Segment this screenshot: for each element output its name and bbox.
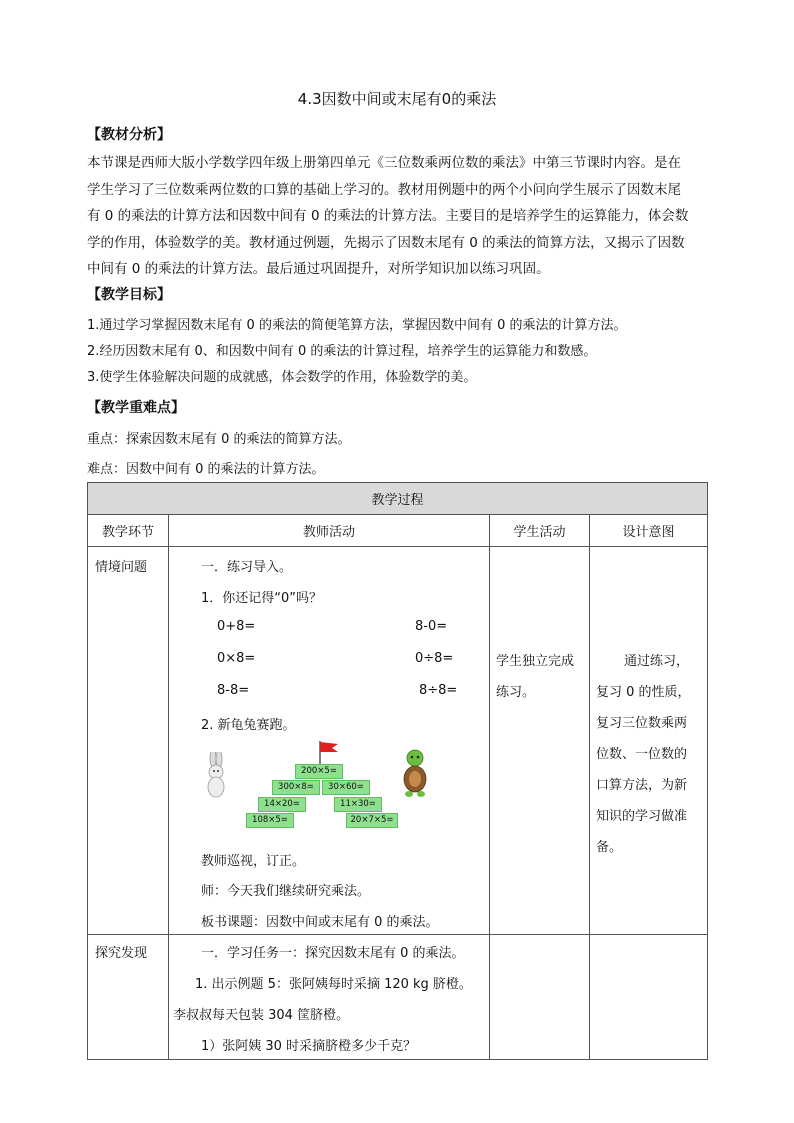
equation: 8÷8= (419, 683, 458, 698)
race-expression: 200×5= (295, 764, 343, 779)
analysis-paragraph (87, 150, 707, 283)
key-points-heading: 【教学重难点】 (87, 400, 185, 416)
goal-item: 1.通过学习掌握因数末尾有 0 的乘法的简便笔算方法，掌握因数中间有 0 的乘法的计算方法。 (87, 318, 627, 333)
design-intent-cell (590, 935, 708, 1060)
analysis-heading: 【教材分析】 (87, 127, 171, 143)
header-teacher: 教师活动 (169, 515, 490, 547)
key-point: 重点：探索因数末尾有 0 的乘法的简算方法。 (87, 432, 351, 447)
teacher-activity-cell (169, 935, 490, 1060)
student-activity-cell (490, 547, 590, 935)
intent-text: 位数、一位数的 (596, 747, 688, 762)
activity-text: 一．练习导入。 (201, 560, 293, 575)
analysis-line: 学生学习了三位数乘两位数的口算的基础上学习的。教材用例题中的两个小问向学生展示了因数末尾 (87, 181, 681, 198)
equation: 8-0= (415, 619, 448, 634)
intent-text: 备。 (596, 840, 623, 855)
intent-text: 知识的学习做准 (596, 809, 688, 824)
intent-text: 通过练习， (624, 654, 690, 669)
activity-text: 1. 出示例题 5：张阿姨每时采摘 120 kg 脐橙。 (195, 977, 472, 992)
analysis-line: 有 0 的乘法的计算方法和因数中间有 0 的乘法的计算方法。主要目的是培养学生的运算能力，体会数 (87, 208, 689, 224)
equation: 0+8= (217, 619, 256, 634)
teacher-activity-cell (169, 547, 490, 935)
race-expression: 20×7×5= (346, 813, 398, 828)
race-expression: 30×60= (322, 780, 370, 795)
race-expression: 300×8= (272, 780, 320, 795)
activity-text: 教师巡视，订正。 (201, 854, 306, 869)
intent-text: 复习三位数乘两 (596, 716, 688, 731)
intent-text: 口算方法，为新 (596, 778, 688, 793)
activity-text: 板书课题：因数中间或末尾有 0 的乘法。 (201, 915, 439, 930)
analysis-line: 学的作用，体验数学的美。教材通过例题，先揭示了因数末尾有 0 的乘法的简算方法，又揭示了因数 (87, 234, 685, 251)
analysis-line: 本节课是西师大版小学数学四年级上册第四单元《三位数乘两位数的乘法》中第三节课时内容。是在 (87, 155, 681, 171)
equation: 8-8= (217, 683, 250, 698)
goals-heading: 【教学目标】 (87, 287, 171, 303)
intent-text: 复习 0 的性质， (596, 685, 691, 700)
header-intent: 设计意图 (590, 515, 708, 547)
rabbit-icon (201, 752, 231, 802)
race-expression: 108×5= (246, 813, 294, 828)
document-title: 4.3因数中间或末尾有0的乘法 (297, 90, 497, 108)
activity-text: 1）张阿姨 30 时采摘脐橙多少千克？ (201, 1039, 417, 1054)
activity-text: 2. 新龟兔赛跑。 (201, 718, 296, 733)
goal-item: 3.使学生体验解决问题的成就感，体会数学的作用，体验数学的美。 (87, 370, 477, 385)
race-expression: 14×20= (258, 797, 306, 812)
equation: 0×8= (217, 651, 256, 666)
difficult-point: 难点：因数中间有 0 的乘法的计算方法。 (87, 462, 325, 477)
equation: 0÷8= (415, 651, 454, 666)
activity-text: 李叔叔每天包装 304 筐脐橙。 (173, 1008, 350, 1023)
activity-text: 1．你还记得“0”吗？ (201, 591, 323, 606)
table-row (88, 547, 708, 935)
analysis-line: 中间有 0 的乘法的计算方法。最后通过巩固提升，对所学知识加以练习巩固。 (87, 261, 550, 277)
flag-icon (318, 740, 340, 764)
student-text: 学生独立完成 (496, 654, 575, 669)
stage-cell (88, 547, 169, 935)
stage-label: 探究发现 (95, 946, 148, 961)
stage-cell (88, 935, 169, 1060)
stage-label: 情境问题 (95, 560, 148, 575)
race-expression: 11×30= (334, 797, 382, 812)
table-row (88, 935, 708, 1060)
goal-item: 2.经历因数末尾有 0、和因数中间有 0 的乘法的计算过程，培养学生的运算能力和数感。 (87, 344, 597, 359)
student-activity-cell (490, 935, 590, 1060)
header-stage: 教学环节 (88, 515, 169, 547)
activity-text: 一．学习任务一：探究因数末尾有 0 的乘法。 (201, 946, 465, 961)
student-text: 练习。 (496, 685, 536, 700)
activity-text: 师：今天我们继续研究乘法。 (201, 884, 371, 899)
teaching-process-table (87, 482, 708, 1060)
turtle-icon (400, 747, 430, 799)
design-intent-cell (590, 547, 708, 935)
table-caption: 教学过程 (88, 483, 708, 515)
header-student: 学生活动 (490, 515, 590, 547)
